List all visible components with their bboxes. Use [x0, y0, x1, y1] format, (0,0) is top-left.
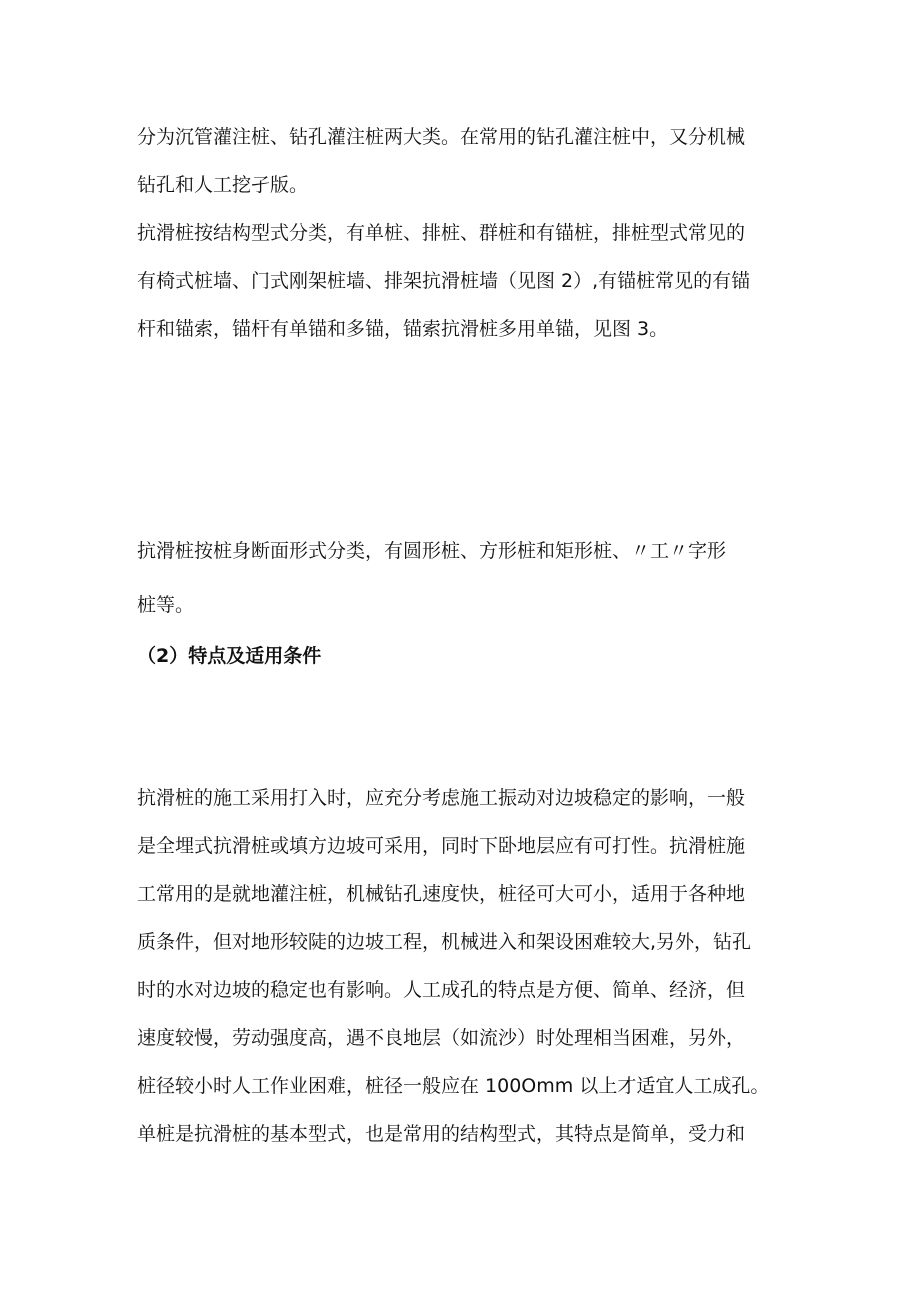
- paragraph-1-line-2: 钻孔和人工挖孑版。: [137, 174, 309, 196]
- paragraph-4-line-6: 速度较慢，劳动强度高，遇不良地层（如流沙）时处理相当困难，另外，: [137, 1027, 746, 1049]
- section-heading: （2）特点及适用条件: [137, 645, 322, 667]
- paragraph-2-line-3: 杆和锚索，锚杆有单锚和多锚，锚索抗滑桩多用单锚，见图 3。: [137, 318, 669, 340]
- paragraph-4-line-4: 质条件，但对地形较陡的边坡工程，机械进入和架设困难较大,另外，钻孔: [137, 931, 752, 953]
- paragraph-4-line-8: 单桩是抗滑桩的基本型式，也是常用的结构型式，其特点是简单，受力和: [137, 1123, 746, 1145]
- paragraph-4-line-2: 是全埋式抗滑桩或填方边坡可采用，同时下卧地层应有可打性。抗滑桩施: [137, 835, 746, 857]
- paragraph-1-line-1: 分为沉管灌注桩、钻孔灌注桩两大类。在常用的钻孔灌注桩中，又分机械: [137, 126, 746, 148]
- paragraph-3-line-2: 桩等。: [137, 594, 195, 616]
- paragraph-4-line-7: 桩径较小时人工作业困难，桩径一般应在 100Omm 以上才适宜人工成孔。: [137, 1075, 770, 1097]
- paragraph-2-line-1: 抗滑桩按结构型式分类，有单桩、排桩、群桩和有锚桩，排桩型式常见的: [137, 222, 746, 244]
- paragraph-3-line-1: 抗滑桩按桩身断面形式分类，有圆形桩、方形桩和矩形桩、〃工〃字形: [137, 540, 727, 562]
- paragraph-4-line-5: 时的水对边坡的稳定也有影响。人工成孔的特点是方便、简单、经济，但: [137, 979, 746, 1001]
- paragraph-4-line-1: 抗滑桩的施工采用打入时，应充分考虑施工振动对边坡稳定的影响，一般: [137, 787, 746, 809]
- paragraph-2-line-2: 有椅式桩墙、门式刚架桩墙、排架抗滑桩墙（见图 2）,有锚桩常见的有锚: [137, 270, 751, 292]
- paragraph-4-line-3: 工常用的是就地灌注桩，机械钻孔速度快，桩径可大可小，适用于各种地: [137, 883, 746, 905]
